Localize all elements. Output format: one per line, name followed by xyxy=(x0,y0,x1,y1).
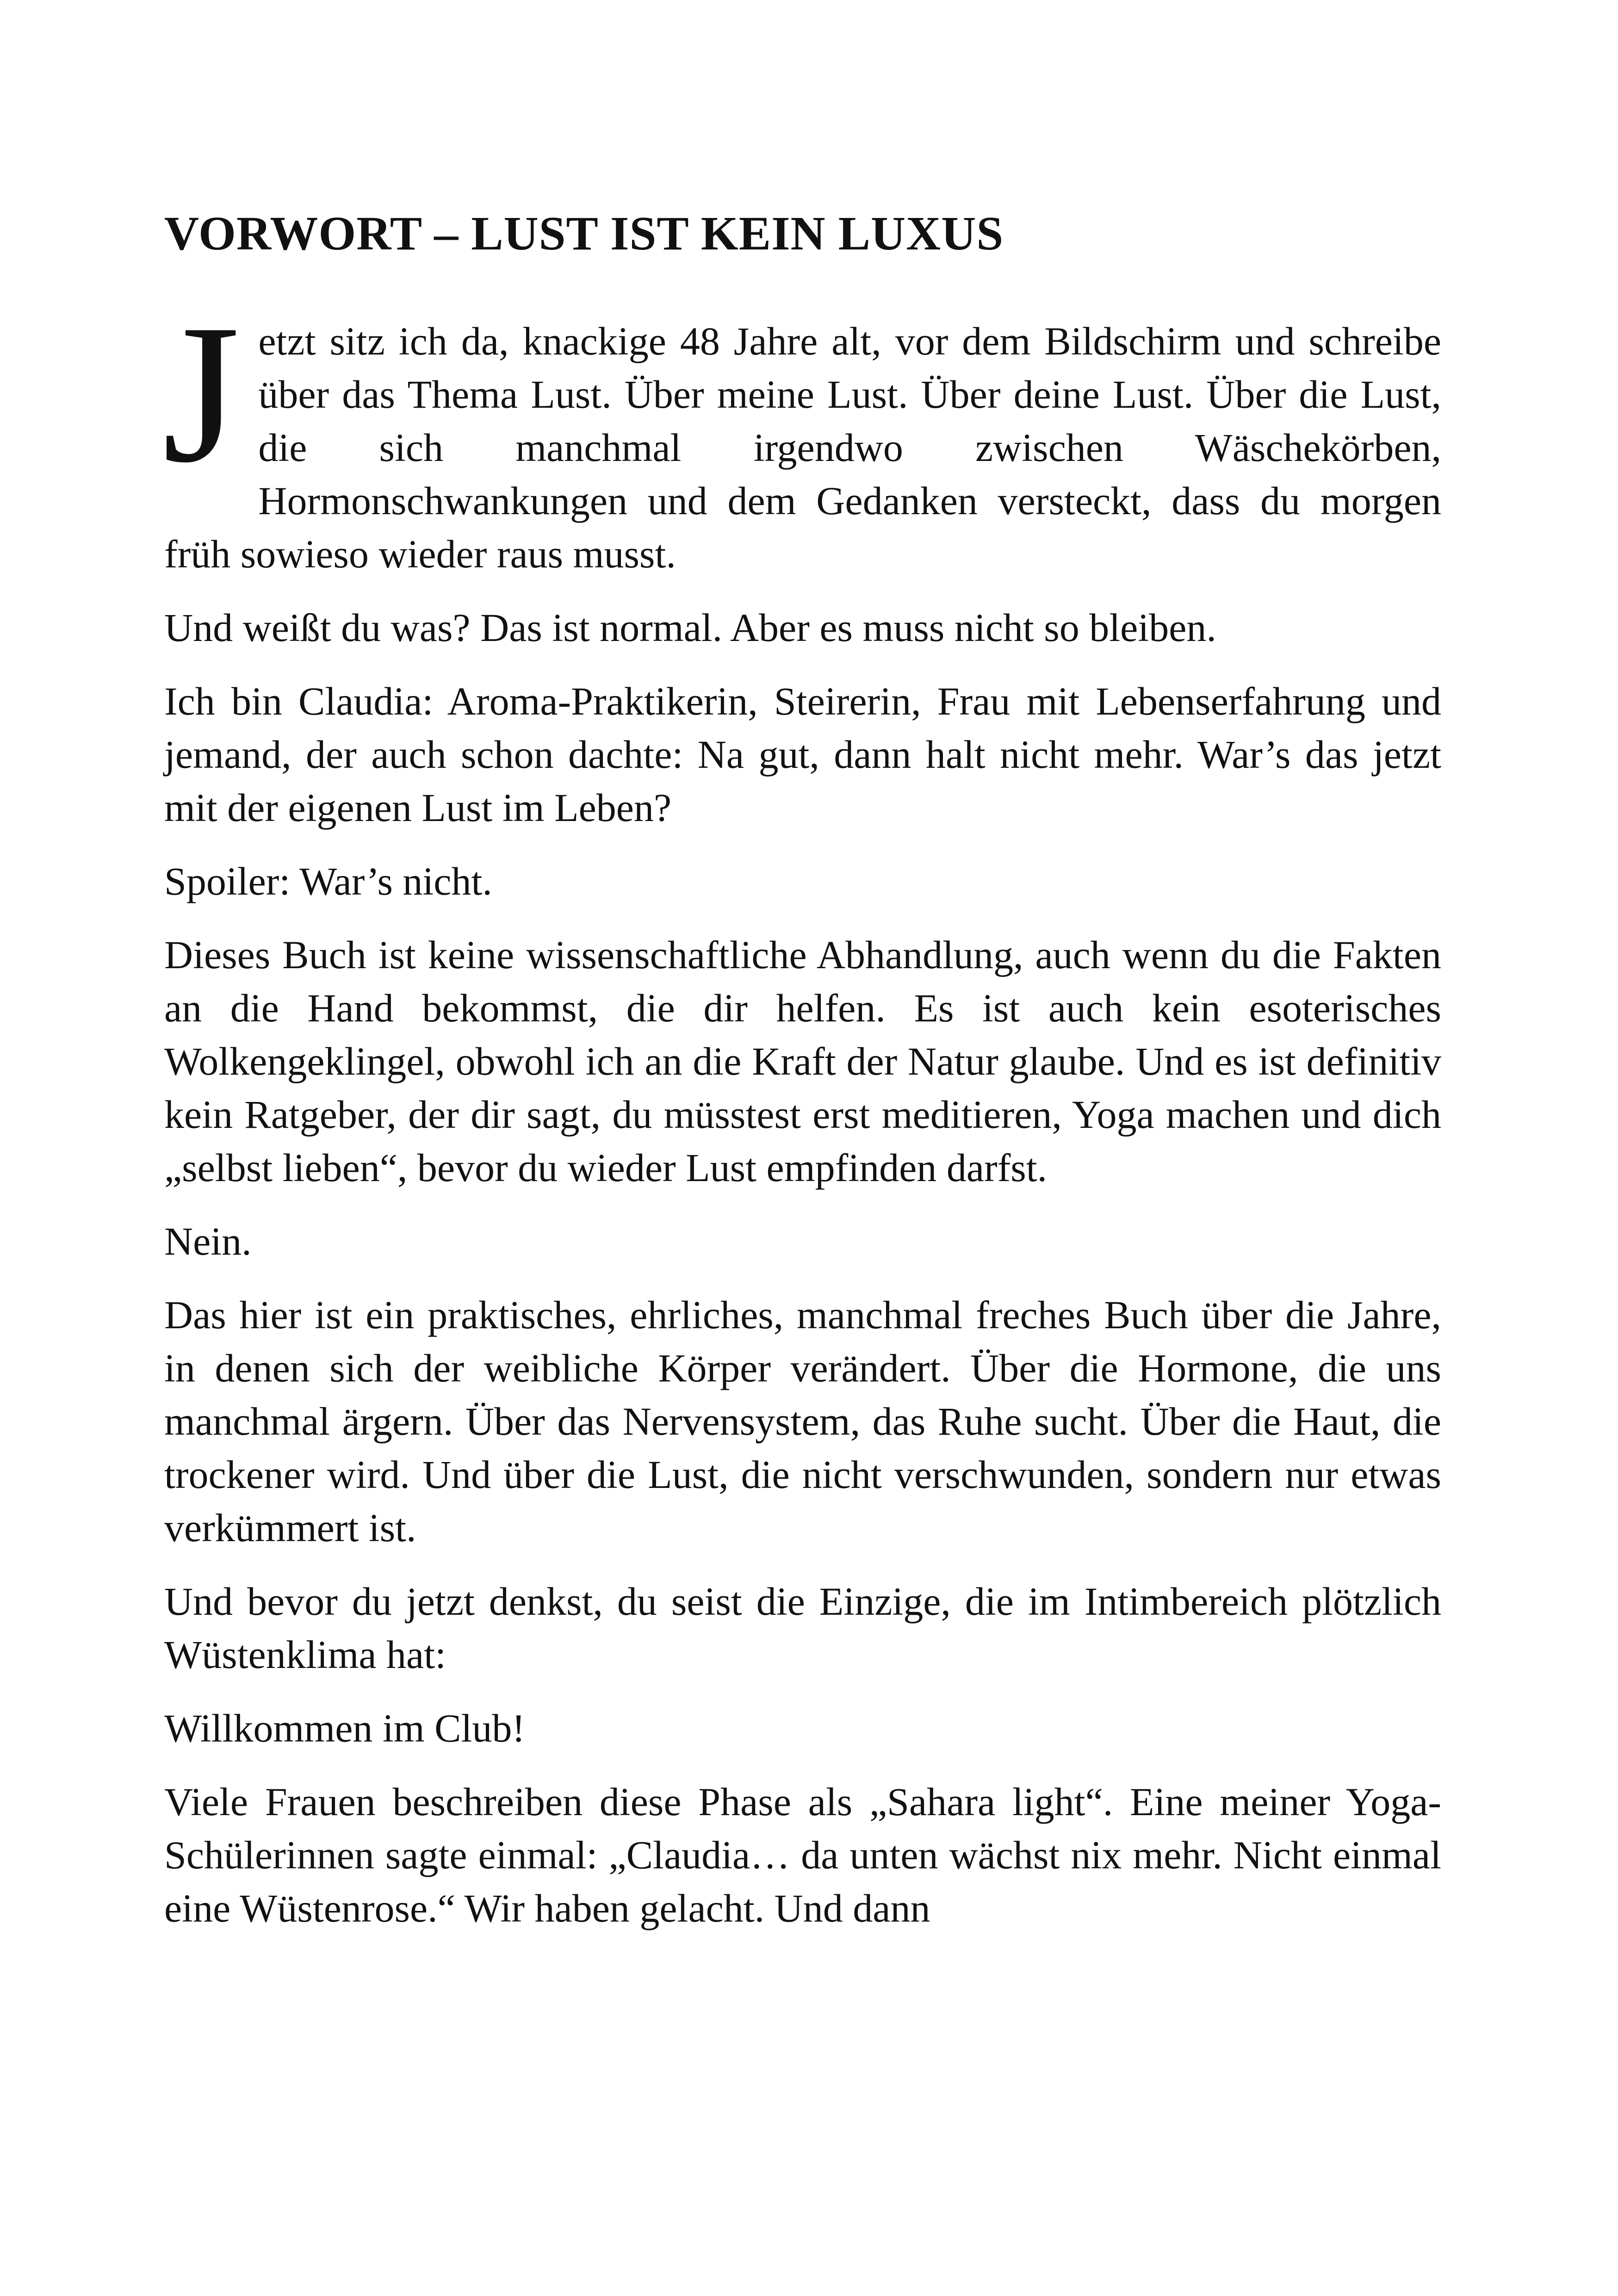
paragraph-nein: Nein. xyxy=(164,1219,252,1263)
chapter-title: VORWORT – LUST IST KEIN LUXUS xyxy=(164,207,1004,260)
drop-cap: J xyxy=(162,284,240,504)
paragraph-introduction: Ich bin Claudia: Aroma-Praktikerin, Steirerin, Frau mit Lebenserfahrung und jemand, der auch schon dachte: Na gut, dann halt nicht mehr. War’s das jetzt mit der eigenen Lust im Leben? xyxy=(164,679,1441,830)
paragraph-normal: Und weißt du was? Das ist normal. Aber es muss nicht so bleiben. xyxy=(164,605,1216,650)
paragraph-sahara-light: Viele Frauen beschreiben diese Phase als „Sahara light“. Eine meiner Yoga-Schülerinnen sagte einmal: „Claudia… da unten wächst nix mehr. Nicht einmal eine Wüstenrose.“ Wir haben gelacht. Und dann xyxy=(164,1780,1441,1930)
paragraph-welcome-club: Willkommen im Club! xyxy=(164,1706,526,1750)
opening-paragraph xyxy=(162,284,1441,581)
paragraph-desert-climate: Und bevor du jetzt denkst, du seist die Einzige, die im Intimbereich plötzlich Wüstenklima hat: xyxy=(164,1579,1441,1677)
paragraph-spoiler: Spoiler: War’s nicht. xyxy=(164,859,492,903)
opening-paragraph-text: etzt sitz ich da, knackige 48 Jahre alt, vor dem Bildschirm und schreibe über das Thema Lust. Über meine Lust. Über deine Lust. Über die Lust, die sich manchmal irgendwo zwischen Wäschekörben, Hormonschwankungen und dem Gedanken versteckt, dass du morgen früh sowieso wieder raus musst. xyxy=(164,319,1441,576)
paragraph-book-description: Dieses Buch ist keine wissenschaftliche Abhandlung, auch wenn du die Fakten an die Hand bekommst, die dir helfen. Es ist auch kein esoterisches Wolkengeklingel, obwohl ich an die Kraft der Natur glaube. Und es ist definitiv kein Ratgeber, der dir sagt, du müsstest erst meditieren, Yoga machen und dich „selbst lieben“, bevor du wieder Lust empfinden darfst. xyxy=(164,933,1441,1190)
paragraph-practical-book: Das hier ist ein praktisches, ehrliches, manchmal freches Buch über die Jahre, in denen sich der weibliche Körper verändert. Über die Hormone, die uns manchmal ärgern. Über das Nervensystem, das Ruhe sucht. Über die Haut, die trockener wird. Und über die Lust, die nicht verschwunden, sondern nur etwas verkümmert ist. xyxy=(164,1293,1441,1550)
page-content xyxy=(164,204,1441,1955)
